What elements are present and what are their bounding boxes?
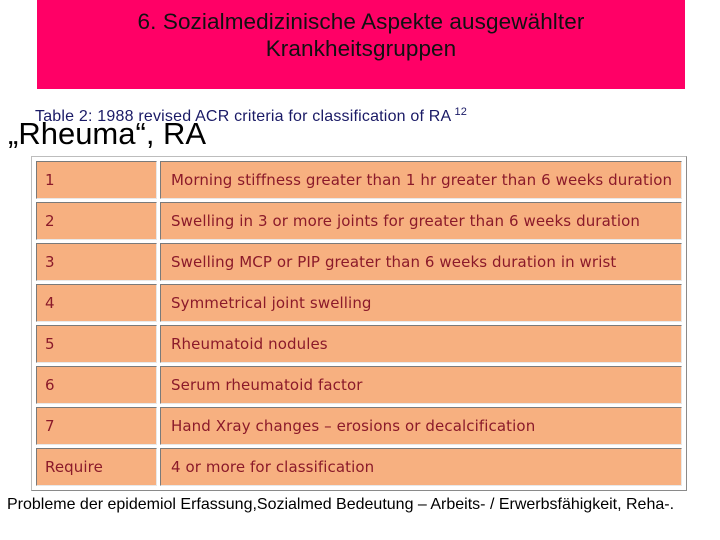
criterion-number: 4 <box>36 284 157 322</box>
criterion-number: 7 <box>36 407 157 445</box>
table-row <box>36 407 682 445</box>
criterion-description: Serum rheumatoid factor <box>160 366 682 404</box>
criterion-number: 6 <box>36 366 157 404</box>
table-row <box>36 366 682 404</box>
slide-subtitle: „Rheuma“, RA <box>8 116 207 151</box>
criterion-description: Swelling in 3 or more joints for greater than 6 weeks duration <box>160 202 682 240</box>
table-row <box>36 202 682 240</box>
slide-title-line-2: Krankheitsgruppen <box>265 36 457 61</box>
table-row <box>36 161 682 199</box>
table-row <box>36 325 682 363</box>
criterion-description: Swelling MCP or PIP greater than 6 weeks duration in wrist <box>160 243 682 281</box>
criterion-number: 3 <box>36 243 157 281</box>
criterion-description: Hand Xray changes – erosions or decalcification <box>160 407 682 445</box>
acr-criteria-table <box>31 156 687 491</box>
table-row <box>36 284 682 322</box>
criterion-description: Rheumatoid nodules <box>160 325 682 363</box>
table-caption-text: Table 2: 1988 revised ACR criteria for classification of RA <box>35 108 452 125</box>
criterion-description: Morning stiffness greater than 1 hr greater than 6 weeks duration <box>160 161 682 199</box>
table-row <box>36 448 682 486</box>
criterion-number: 2 <box>36 202 157 240</box>
requirement-description: 4 or more for classification <box>160 448 682 486</box>
slide-title-line-1: 6. Sozialmedizinische Aspekte ausgewählter <box>137 9 585 34</box>
requirement-label: Require <box>36 448 157 486</box>
table-row <box>36 243 682 281</box>
table-caption-reference: 12 <box>454 106 468 118</box>
criterion-number: 1 <box>36 161 157 199</box>
criterion-number: 5 <box>36 325 157 363</box>
slide-footer-note: Probleme der epidemiol Erfassung,Sozialmed Bedeutung – Arbeits- / Erwerbsfähigkeit, Reha-. <box>7 496 675 513</box>
criterion-description: Symmetrical joint swelling <box>160 284 682 322</box>
slide-title-banner <box>37 0 685 89</box>
